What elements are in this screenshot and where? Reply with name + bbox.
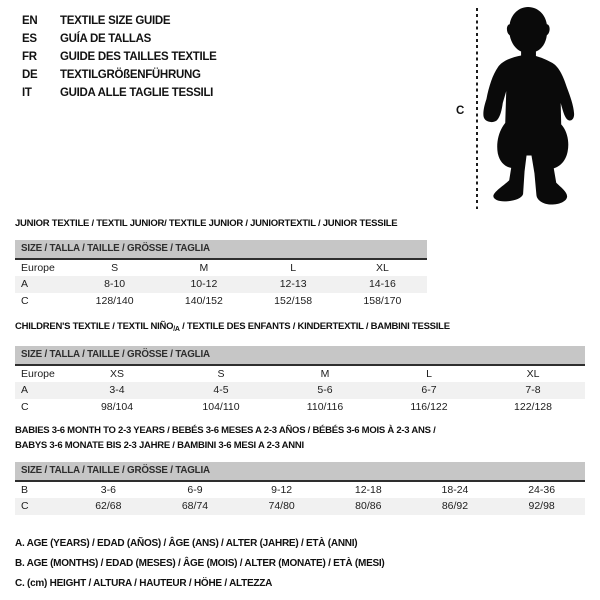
row-label: C — [15, 498, 65, 515]
size-value: 110/116 — [306, 400, 344, 413]
size-value: 12-13 — [249, 276, 338, 293]
junior-textile-section — [15, 217, 427, 309]
column-header: Europe — [15, 365, 65, 383]
size-value: 86/92 — [412, 498, 499, 515]
language-code: FR — [22, 51, 37, 63]
size-value: 6-9 — [152, 481, 239, 499]
size-value: 128/140 — [95, 294, 134, 307]
size-value: 9-12 — [238, 481, 325, 499]
size-value: 80/86 — [325, 498, 412, 515]
row-label: C — [21, 400, 29, 413]
size-header-text: SIZE / TALLA / TAILLE / GRÖSSE / TAGLIA — [15, 346, 585, 365]
language-title-list — [22, 12, 217, 102]
size-value: 4-5 — [169, 382, 273, 399]
table-row-c — [15, 498, 585, 515]
babies-size-table — [15, 462, 585, 515]
size-header-bar — [15, 346, 585, 365]
children-title-pre: CHILDREN'S TEXTILE / TEXTIL NIÑO — [15, 321, 174, 332]
children-size-table — [15, 346, 585, 415]
table-row-a — [15, 276, 427, 293]
size-value: 122/128 — [514, 400, 552, 413]
children-textile-section — [15, 320, 585, 415]
footnote-legend — [15, 534, 385, 594]
size-value: 14-16 — [338, 276, 427, 293]
size-value: 140/152 — [184, 294, 223, 307]
size-value: 24-36 — [498, 481, 585, 499]
junior-size-table — [15, 240, 427, 309]
children-title-post: / TEXTILE DES ENFANTS / KINDERTEXTIL / BAMBINI TESSILE — [179, 321, 450, 332]
table-row-c — [15, 399, 585, 416]
height-measure-label: C — [456, 105, 465, 117]
size-value: 74/80 — [238, 498, 325, 515]
column-header: M — [273, 365, 377, 383]
table-row-a — [15, 382, 585, 399]
language-title: GUIDA ALLE TAGLIE TESSILI — [60, 87, 214, 99]
footnote-c: C. (cm) HEIGHT / ALTURA / HAUTEUR / HÖHE / ALTEZZA — [15, 578, 273, 589]
size-header-text: SIZE / TALLA / TAILLE / GRÖSSE / TAGLIA — [15, 240, 427, 259]
junior-table-title: JUNIOR TEXTILE / TEXTIL JUNIOR/ TEXTILE JUNIOR / JUNIORTEXTIL / JUNIOR TESSILE — [15, 218, 398, 229]
size-value: 10-12 — [159, 276, 248, 293]
column-header-row — [15, 365, 585, 383]
size-value: 116/122 — [410, 400, 448, 413]
language-code: ES — [22, 33, 37, 45]
column-header: L — [377, 365, 481, 383]
table-row-c — [15, 293, 427, 310]
row-label: A — [15, 382, 65, 399]
language-code: EN — [22, 15, 38, 27]
language-row-it — [22, 84, 217, 102]
column-header: XL — [338, 259, 427, 277]
language-row-fr — [22, 48, 217, 66]
size-value: 104/110 — [202, 400, 240, 413]
size-value: 3-6 — [65, 481, 152, 499]
column-header: XL — [481, 365, 585, 383]
baby-silhouette-icon — [480, 5, 580, 207]
row-label: C — [21, 294, 29, 307]
size-header-bar — [15, 240, 427, 259]
footnote-a: A. AGE (YEARS) / EDAD (AÑOS) / ÂGE (ANS) / ALTER (JAHRE) / ETÀ (ANNI) — [15, 538, 358, 549]
language-row-es — [22, 30, 217, 48]
column-header: S — [169, 365, 273, 383]
babies-table-title-line2: BABYS 3-6 MONATE BIS 2-3 JAHRE / BAMBINI 3-6 MESI A 2-3 ANNI — [15, 440, 304, 451]
size-value: 12-18 — [325, 481, 412, 499]
language-title: GUÍA DE TALLAS — [60, 33, 151, 45]
size-value: 62/68 — [65, 498, 152, 515]
language-title: TEXTILE SIZE GUIDE — [60, 15, 171, 27]
size-value: 152/158 — [274, 294, 313, 307]
babies-textile-section — [15, 423, 585, 515]
size-value: 7-8 — [481, 382, 585, 399]
size-value: 3-4 — [65, 382, 169, 399]
size-value: 5-6 — [273, 382, 377, 399]
size-value: 6-7 — [377, 382, 481, 399]
size-value: 158/170 — [363, 294, 402, 307]
column-header: L — [249, 259, 338, 277]
language-code: DE — [22, 69, 38, 81]
language-title: TEXTILGRÖßENFÜHRUNG — [60, 69, 201, 81]
column-header: Europe — [15, 259, 70, 277]
table-row-b — [15, 481, 585, 499]
column-header-row — [15, 259, 427, 277]
size-header-text: SIZE / TALLA / TAILLE / GRÖSSE / TAGLIA — [15, 462, 585, 481]
size-value: 68/74 — [152, 498, 239, 515]
column-header: S — [70, 259, 159, 277]
row-label: A — [15, 276, 70, 293]
children-table-title — [15, 320, 585, 336]
language-code: IT — [22, 87, 32, 99]
language-row-de — [22, 66, 217, 84]
row-label: B — [15, 481, 65, 499]
babies-table-title-line1: BABIES 3-6 MONTH TO 2-3 YEARS / BEBÉS 3-6 MESES A 2-3 AÑOS / BÉBÉS 3-6 MOIS À 2-3 ANS / — [15, 425, 436, 436]
footnote-b: B. AGE (MONTHS) / EDAD (MESES) / ÂGE (MOIS) / ALTER (MONATE) / ETÀ (MESI) — [15, 558, 385, 569]
language-title: GUIDE DES TAILLES TEXTILE — [60, 51, 217, 63]
column-header: XS — [65, 365, 169, 383]
size-value: 8-10 — [70, 276, 159, 293]
size-value: 18-24 — [412, 481, 499, 499]
size-value: 92/98 — [498, 498, 585, 515]
height-measure-dotted-line — [476, 8, 478, 209]
size-header-bar — [15, 462, 585, 481]
size-value: 98/104 — [100, 400, 134, 413]
language-row-en — [22, 12, 217, 30]
children-title-sub: /A — [173, 326, 180, 333]
column-header: M — [159, 259, 248, 277]
